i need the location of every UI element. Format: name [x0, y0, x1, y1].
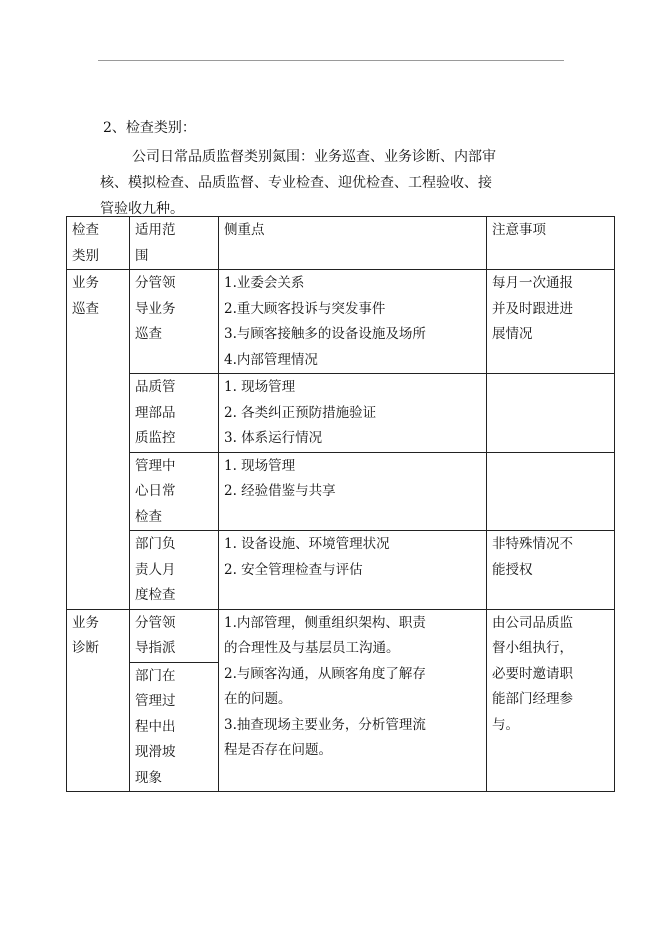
scope-cell: 分管领 导业务 巡查	[130, 270, 219, 374]
paragraph-line: 公司日常品质监督类别氮围：业务巡查、业务诊断、内部审	[132, 149, 496, 165]
category-cell-diagnosis: 业务 诊断	[67, 609, 130, 792]
scope-cell: 管理中 心日常 检查	[130, 452, 219, 531]
header-focus: 侧重点	[219, 217, 487, 270]
notes-cell: 由公司品质监 督小组执行， 必要时邀请职 能部门经理参 与。	[487, 609, 615, 792]
focus-cell: 1.业委会关系 2.重大顾客投诉与突发事件 3.与顾客接触多的设备设施及场所 4.内部管理情况	[219, 270, 487, 374]
category-cell-patrol: 业务 巡查	[67, 270, 130, 610]
scope-cell: 品质管 理部品 质监控	[130, 374, 219, 453]
table-row	[67, 270, 615, 374]
header-notes: 注意事项	[487, 217, 615, 270]
paragraph-line: 管验收九种。	[100, 201, 184, 217]
header-rule	[98, 60, 564, 61]
intro-paragraph	[100, 144, 552, 222]
notes-cell	[487, 452, 615, 531]
inspection-category-table	[66, 216, 615, 792]
header-scope: 适用范 围	[130, 217, 219, 270]
notes-cell: 非特殊情况不 能授权	[487, 531, 615, 610]
notes-cell: 每月一次通报 并及时跟进进 展情况	[487, 270, 615, 374]
focus-cell: 1. 现场管理 2. 各类纠正预防措施验证 3. 体系运行情况	[219, 374, 487, 453]
table-header-row	[67, 217, 615, 270]
table-row	[67, 374, 615, 453]
scope-cell: 分管领 导指派	[130, 609, 219, 662]
scope-cell: 部门在 管理过 程中出 现滑坡 现象	[130, 662, 219, 792]
focus-cell: 1. 现场管理 2. 经验借鉴与共享	[219, 452, 487, 531]
focus-cell: 1. 设备设施、环境管理状况 2. 安全管理检查与评估	[219, 531, 487, 610]
scope-cell: 部门负 责人月 度检查	[130, 531, 219, 610]
notes-cell	[487, 374, 615, 453]
table-row	[67, 609, 615, 662]
header-category: 检查 类别	[67, 217, 130, 270]
paragraph-line: 核、模拟检查、品质监督、专业检查、迎优检查、工程验收、接	[100, 175, 492, 191]
table-row	[67, 531, 615, 610]
section-heading: 2、检查类别：	[103, 120, 196, 136]
table-row	[67, 452, 615, 531]
focus-cell: 1.内部管理，侧重组织架构、职责 的合理性及与基层员工沟通。 2.与顾客沟通，从顾客角度了解存 在的问题。 3.抽查现场主要业务，分析管理流 程是否存在问题。	[219, 609, 487, 792]
